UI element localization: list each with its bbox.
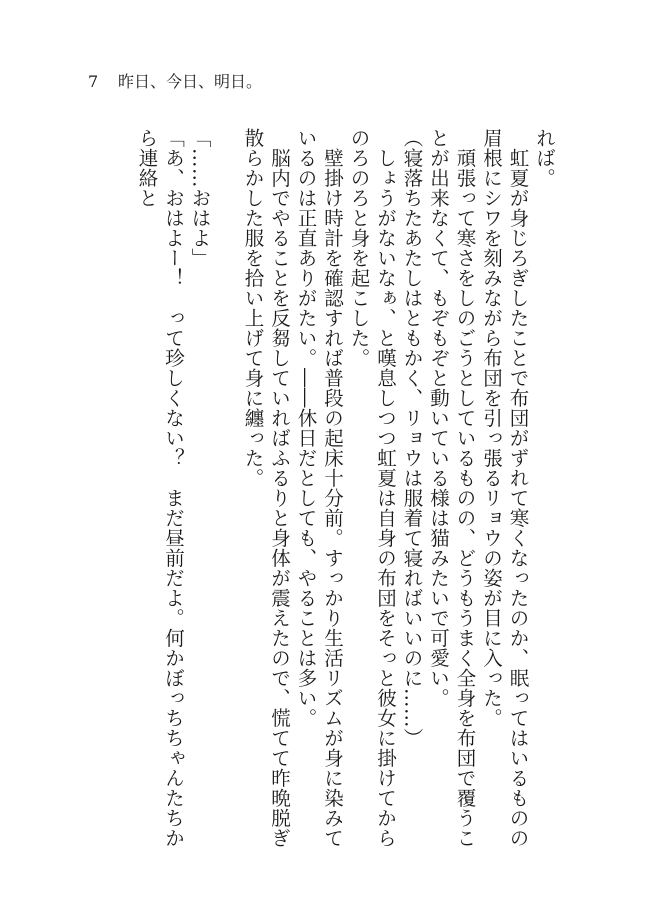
paragraph-narration: 壁掛け時計を確認すれば普段の起床十分前。すっかり生活リズムが身に染みているのは正直ありがたい。――休日だとしても、やることは多い。 xyxy=(294,128,344,848)
chapter-title: 昨日、今日、明日。 xyxy=(118,72,263,91)
paragraph-continuation: れば。 xyxy=(533,128,556,188)
vertical-body-text xyxy=(87,128,557,848)
paragraph-narration: しょうがないなぁ、と嘆息しつつ虹夏は自身の布団をそっと彼女に掛けてからのろのろと身を起こした。 xyxy=(347,128,397,848)
running-header xyxy=(88,72,262,92)
blank-line xyxy=(213,128,240,848)
paragraph-dialogue: 「……おはよ」 xyxy=(188,128,212,268)
paragraph-narration: 頑張って寒さをしのごうとしているものの、どうもうまく全身を布団で覆うことが出来なくて、もぞもぞと動いている様は猫みたいで可愛い。 xyxy=(427,128,477,848)
paragraph-narration: 虹夏が身じろぎしたことで布団がずれて寒くなったのか、眠ってはいるものの眉根にシワを刻みながら布団を引っ張るリョウの姿が目に入った。 xyxy=(480,128,530,848)
paragraph-inner-thought: （寝落ちたあたしはともかく、リョウは服着て寝ればいいのに……） xyxy=(400,128,424,748)
paragraph-dialogue: 「あ、おはよー！ って珍しくない？ まだ昼前だよ。何かぼっちちゃんたちから連絡と xyxy=(135,128,185,848)
page-number: 7 xyxy=(88,72,99,91)
paragraph-narration: 脳内でやることを反芻していればふるりと身体が震えたので、慌てて昨晩脱ぎ散らかした服を拾い上げて身に纏った。 xyxy=(241,128,291,848)
